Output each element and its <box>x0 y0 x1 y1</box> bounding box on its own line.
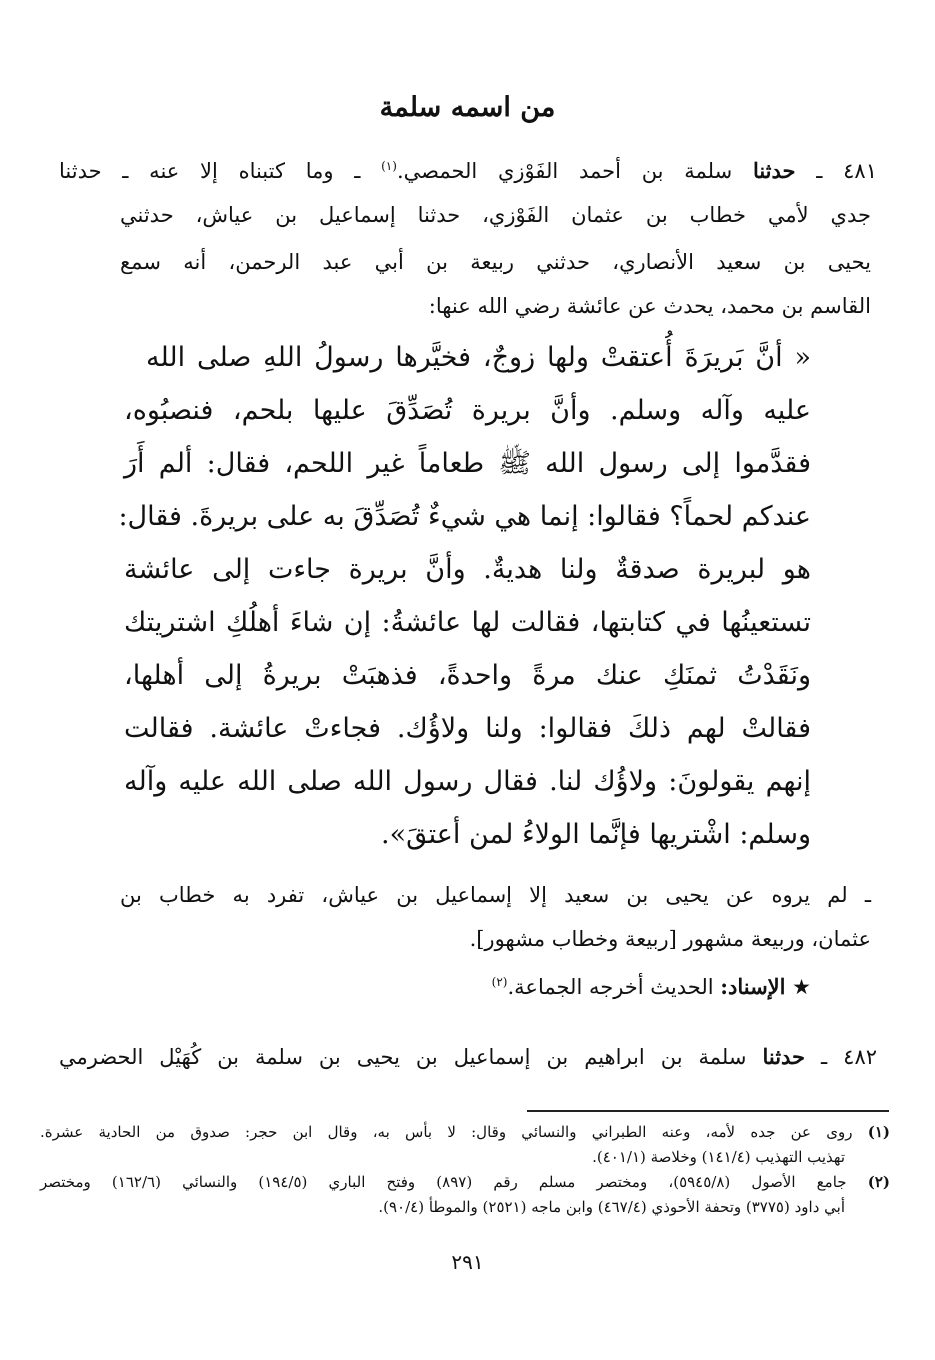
hadith-line: تستعينُها في كتابتها، فقالت لها عائشةُ: إن شاءَ أهلُكِ اشتريتك <box>124 607 811 638</box>
entry-dash: ـ <box>821 1045 828 1069</box>
entry-text: سلمة بن ابراهيم بن إسماعيل بن يحيى بن سلمة بن كُهَيْل الحضرمي <box>59 1045 747 1069</box>
star-icon: ★ <box>792 975 811 999</box>
footnote-2-line-2 <box>40 1200 845 1215</box>
hadith-line: ونَقَدْتُ ثمنَكِ عنك مرةً واحدةً، فذهبَتْ بريرةُ إلى أهلها، <box>124 660 811 691</box>
footnote-text: أبي داود (٣٧٧٥) وتحفة الأحوذي (٤٦٧/٤) وابن ماجه (٢٥٢١) والموطأ (٩٠/٤). <box>378 1198 845 1216</box>
note-line-2-text: عثمان، وربيعة مشهور [ربيعة وخطاب مشهور]. <box>469 927 871 951</box>
hadith-line: هو لبريرة صدقةٌ ولنا هديةٌ. وأنَّ بريرة جاءت إلى عائشة <box>124 554 811 585</box>
footnote-ref-2: (٢) <box>491 975 508 989</box>
note-line-2 <box>120 929 871 950</box>
hadith-line <box>124 821 811 848</box>
footnote-text: جامع الأصول (٥٩٤٥/٨)، ومختصر مسلم رقم (٨٩٧) وفتح الباري (١٩٤/٥) والنسائي (١٦٢/٦) ومختصر <box>40 1173 847 1191</box>
footnote-text: تهذيب التهذيب (١٤١/٤) وخلاصة (٤٠١/١). <box>592 1148 845 1166</box>
chapter-heading: من اسمه سلمة <box>379 92 556 123</box>
hadith-line: فقالتْ لهم ذلكَ فقالوا: ولنا ولاؤُك. فجاءتْ عائشة. فقالت <box>124 713 811 744</box>
hadith-last-line-text: وسلم: اشْتريها فإنَّما الولاءُ لمن أعتقَ». <box>381 819 811 850</box>
entry-481-line-1 <box>59 160 877 182</box>
entry-481-line-4 <box>120 296 871 317</box>
footnote-2-line-1 <box>40 1175 890 1190</box>
entry-482-line <box>59 1046 877 1068</box>
footnote-mark: (١) <box>867 1123 890 1141</box>
hadith-line: عليه وآله وسلم. وأنَّ بريرة تُصَدِّقَ عليها بلحم، فنصبُوه، <box>124 395 811 426</box>
entry-481-line-3: يحيى بن سعيد الأنصاري، حدثني ربيعة بن أبي عبد الرحمن، أنه سمع <box>120 250 871 274</box>
hadith-line: عندكم لحماً؟ فقالوا: إنما هي شيءٌ تُصَدِّقَ به على بريرةَ. فقال: <box>118 501 811 532</box>
hadith-line: إنهم يقولونَ: ولاؤُك لنا. فقال رسول الله صلى الله عليه وآله <box>124 766 811 797</box>
entry-number: ٤٨١ <box>843 159 877 183</box>
footnote-divider <box>527 1110 889 1112</box>
isnad-line <box>120 976 811 998</box>
footnote-1-line-2 <box>40 1150 845 1165</box>
entry-text-tail: ـ وما كتبناه إلا عنه ـ حدثنا <box>59 159 361 183</box>
isnad-text: الحديث أخرجه الجماعة. <box>507 975 714 999</box>
entry-lead-word: حدثنا <box>752 158 796 183</box>
footnote-1-line-1 <box>40 1125 890 1140</box>
footnote-text: روى عن جده لأمه، وعنه الطبراني والنسائي وقال: لا بأس به، وقال ابن حجر: صدوق من الحادية عشرة. <box>40 1123 853 1141</box>
hadith-line: فقدَّموا إلى رسول الله ﷺ طعاماً غير اللحم، فقال: ألم أَرَ <box>124 448 811 479</box>
note-line-1: ـ لم يروه عن يحيى بن سعيد إلا إسماعيل بن عياش، تفرد به خطاب بن <box>120 883 871 907</box>
isnad-label: الإسناد: <box>720 974 786 999</box>
entry-481-line-4-text: القاسم بن محمد، يحدث عن عائشة رضي الله عنها: <box>428 294 871 318</box>
hadith-line: « أنَّ بَريرَةَ أُعتقتْ ولها زوجٌ، فخيَّرها رسولُ اللهِ صلى الله <box>146 342 811 373</box>
footnote-mark: (٢) <box>867 1173 890 1191</box>
entry-lead-word: حدثنا <box>762 1044 806 1069</box>
page-number: ٢٩١ <box>451 1250 484 1274</box>
entry-text: سلمة بن أحمد الفَوْزي الحمصي. <box>396 159 733 183</box>
entry-481-line-2: جدي لأمي خطاب بن عثمان الفَوْزي، حدثنا إسماعيل بن عياش، حدثني <box>120 203 871 227</box>
entry-number: ٤٨٢ <box>843 1045 878 1069</box>
entry-dash: ـ <box>816 159 823 183</box>
footnote-ref-1: (١) <box>381 159 397 173</box>
